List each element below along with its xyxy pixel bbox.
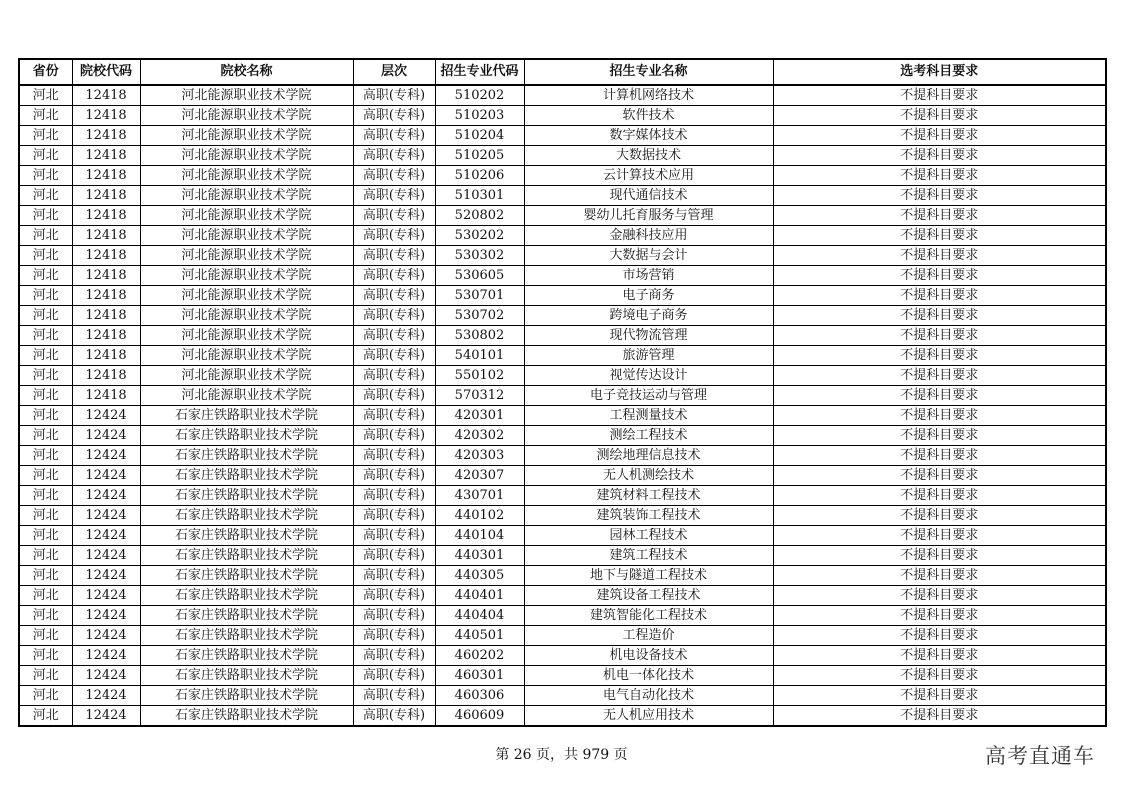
table-row	[19, 226, 1106, 246]
cell-school-name: 石家庄铁路职业技术学院	[140, 486, 353, 506]
table-row	[19, 466, 1106, 486]
cell-subject-requirement: 不提科目要求	[773, 146, 1106, 166]
cell-major-name: 金融科技应用	[524, 226, 773, 246]
cell-school-name: 石家庄铁路职业技术学院	[140, 686, 353, 706]
cell-school-code: 12424	[72, 606, 140, 626]
cell-school-code: 12424	[72, 646, 140, 666]
cell-province: 河北	[19, 526, 72, 546]
cell-subject-requirement: 不提科目要求	[773, 666, 1106, 686]
cell-school-name: 河北能源职业技术学院	[140, 346, 353, 366]
cell-school-code: 12424	[72, 486, 140, 506]
table-row	[19, 666, 1106, 686]
cell-school-code: 12424	[72, 586, 140, 606]
cell-school-code: 12424	[72, 466, 140, 486]
cell-province: 河北	[19, 446, 72, 466]
cell-school-code: 12418	[72, 126, 140, 146]
cell-level: 高职(专科)	[353, 106, 435, 126]
cell-major-name: 婴幼儿托育服务与管理	[524, 206, 773, 226]
cell-province: 河北	[19, 286, 72, 306]
cell-school-name: 河北能源职业技术学院	[140, 246, 353, 266]
column-header-school-name: 院校名称	[140, 59, 353, 85]
cell-major-name: 大数据技术	[524, 146, 773, 166]
table-row	[19, 366, 1106, 386]
cell-province: 河北	[19, 666, 72, 686]
cell-province: 河北	[19, 106, 72, 126]
cell-subject-requirement: 不提科目要求	[773, 266, 1106, 286]
table-row	[19, 586, 1106, 606]
cell-major-code: 530302	[435, 246, 524, 266]
column-header-major-code: 招生专业代码	[435, 59, 524, 85]
cell-level: 高职(专科)	[353, 266, 435, 286]
cell-school-code: 12424	[72, 546, 140, 566]
cell-major-code: 440104	[435, 526, 524, 546]
cell-major-name: 软件技术	[524, 106, 773, 126]
cell-school-name: 石家庄铁路职业技术学院	[140, 626, 353, 646]
cell-major-code: 440301	[435, 546, 524, 566]
table-row	[19, 166, 1106, 186]
cell-subject-requirement: 不提科目要求	[773, 646, 1106, 666]
cell-school-name: 河北能源职业技术学院	[140, 206, 353, 226]
cell-level: 高职(专科)	[353, 286, 435, 306]
table-row	[19, 85, 1106, 106]
cell-subject-requirement: 不提科目要求	[773, 606, 1106, 626]
cell-level: 高职(专科)	[353, 646, 435, 666]
cell-school-code: 12424	[72, 426, 140, 446]
cell-major-name: 机电设备技术	[524, 646, 773, 666]
cell-major-name: 大数据与会计	[524, 246, 773, 266]
cell-subject-requirement: 不提科目要求	[773, 326, 1106, 346]
cell-subject-requirement: 不提科目要求	[773, 706, 1106, 727]
cell-major-name: 无人机测绘技术	[524, 466, 773, 486]
cell-school-name: 河北能源职业技术学院	[140, 366, 353, 386]
admission-requirements-table	[18, 58, 1107, 727]
cell-province: 河北	[19, 266, 72, 286]
cell-major-name: 视觉传达设计	[524, 366, 773, 386]
cell-major-code: 550102	[435, 366, 524, 386]
cell-school-code: 12424	[72, 446, 140, 466]
cell-major-code: 420307	[435, 466, 524, 486]
table-row	[19, 246, 1106, 266]
cell-province: 河北	[19, 406, 72, 426]
cell-major-code: 530202	[435, 226, 524, 246]
table-header-row	[19, 59, 1106, 85]
cell-province: 河北	[19, 166, 72, 186]
cell-level: 高职(专科)	[353, 566, 435, 586]
cell-level: 高职(专科)	[353, 166, 435, 186]
cell-province: 河北	[19, 566, 72, 586]
cell-school-code: 12418	[72, 266, 140, 286]
cell-major-code: 510206	[435, 166, 524, 186]
cell-school-name: 河北能源职业技术学院	[140, 146, 353, 166]
cell-province: 河北	[19, 606, 72, 626]
page-number: 第 26 页，共 979 页	[495, 747, 628, 763]
cell-level: 高职(专科)	[353, 85, 435, 106]
cell-school-name: 河北能源职业技术学院	[140, 326, 353, 346]
table-body	[19, 85, 1106, 726]
cell-school-name: 石家庄铁路职业技术学院	[140, 646, 353, 666]
cell-subject-requirement: 不提科目要求	[773, 306, 1106, 326]
cell-school-name: 石家庄铁路职业技术学院	[140, 406, 353, 426]
cell-major-name: 现代通信技术	[524, 186, 773, 206]
cell-subject-requirement: 不提科目要求	[773, 186, 1106, 206]
cell-major-name: 工程造价	[524, 626, 773, 646]
cell-major-code: 460609	[435, 706, 524, 727]
cell-school-code: 12418	[72, 386, 140, 406]
cell-major-code: 440305	[435, 566, 524, 586]
cell-province: 河北	[19, 326, 72, 346]
table-row	[19, 646, 1106, 666]
cell-major-code: 440404	[435, 606, 524, 626]
cell-major-name: 跨境电子商务	[524, 306, 773, 326]
cell-school-code: 12418	[72, 366, 140, 386]
cell-school-code: 12424	[72, 686, 140, 706]
cell-level: 高职(专科)	[353, 486, 435, 506]
table-row	[19, 486, 1106, 506]
table-row	[19, 146, 1106, 166]
column-header-province: 省份	[19, 59, 72, 85]
cell-province: 河北	[19, 466, 72, 486]
table-row	[19, 346, 1106, 366]
table-row	[19, 626, 1106, 646]
cell-major-code: 510204	[435, 126, 524, 146]
cell-school-name: 石家庄铁路职业技术学院	[140, 466, 353, 486]
cell-province: 河北	[19, 706, 72, 727]
cell-level: 高职(专科)	[353, 326, 435, 346]
table-row	[19, 106, 1106, 126]
cell-school-code: 12424	[72, 666, 140, 686]
cell-level: 高职(专科)	[353, 666, 435, 686]
cell-subject-requirement: 不提科目要求	[773, 486, 1106, 506]
cell-major-name: 建筑设备工程技术	[524, 586, 773, 606]
watermark-logo-text: 高考直通车	[985, 744, 1095, 768]
cell-level: 高职(专科)	[353, 246, 435, 266]
cell-major-code: 420301	[435, 406, 524, 426]
cell-level: 高职(专科)	[353, 686, 435, 706]
cell-major-name: 电气自动化技术	[524, 686, 773, 706]
cell-level: 高职(专科)	[353, 206, 435, 226]
cell-major-name: 市场营销	[524, 266, 773, 286]
cell-major-code: 530702	[435, 306, 524, 326]
cell-level: 高职(专科)	[353, 406, 435, 426]
cell-level: 高职(专科)	[353, 226, 435, 246]
cell-subject-requirement: 不提科目要求	[773, 166, 1106, 186]
cell-level: 高职(专科)	[353, 626, 435, 646]
table-row	[19, 526, 1106, 546]
cell-major-code: 540101	[435, 346, 524, 366]
cell-school-code: 12418	[72, 326, 140, 346]
cell-province: 河北	[19, 186, 72, 206]
cell-major-code: 460306	[435, 686, 524, 706]
cell-level: 高职(专科)	[353, 426, 435, 446]
cell-level: 高职(专科)	[353, 706, 435, 727]
cell-major-name: 地下与隧道工程技术	[524, 566, 773, 586]
cell-province: 河北	[19, 126, 72, 146]
cell-school-code: 12424	[72, 406, 140, 426]
cell-major-name: 数字媒体技术	[524, 126, 773, 146]
cell-school-name: 石家庄铁路职业技术学院	[140, 546, 353, 566]
table-row	[19, 186, 1106, 206]
cell-school-name: 石家庄铁路职业技术学院	[140, 566, 353, 586]
cell-school-name: 河北能源职业技术学院	[140, 286, 353, 306]
cell-school-name: 河北能源职业技术学院	[140, 266, 353, 286]
cell-level: 高职(专科)	[353, 586, 435, 606]
cell-subject-requirement: 不提科目要求	[773, 526, 1106, 546]
cell-school-code: 12424	[72, 506, 140, 526]
cell-school-name: 石家庄铁路职业技术学院	[140, 426, 353, 446]
cell-subject-requirement: 不提科目要求	[773, 446, 1106, 466]
cell-level: 高职(专科)	[353, 446, 435, 466]
cell-major-name: 无人机应用技术	[524, 706, 773, 727]
cell-level: 高职(专科)	[353, 126, 435, 146]
cell-province: 河北	[19, 366, 72, 386]
cell-subject-requirement: 不提科目要求	[773, 346, 1106, 366]
cell-major-code: 570312	[435, 386, 524, 406]
cell-school-name: 河北能源职业技术学院	[140, 386, 353, 406]
cell-level: 高职(专科)	[353, 546, 435, 566]
table-row	[19, 546, 1106, 566]
cell-subject-requirement: 不提科目要求	[773, 106, 1106, 126]
cell-major-name: 建筑材料工程技术	[524, 486, 773, 506]
cell-major-code: 510203	[435, 106, 524, 126]
cell-school-name: 石家庄铁路职业技术学院	[140, 506, 353, 526]
cell-province: 河北	[19, 426, 72, 446]
cell-province: 河北	[19, 626, 72, 646]
cell-school-name: 石家庄铁路职业技术学院	[140, 586, 353, 606]
cell-province: 河北	[19, 246, 72, 266]
table-row	[19, 206, 1106, 226]
cell-major-name: 测绘工程技术	[524, 426, 773, 446]
cell-province: 河北	[19, 85, 72, 106]
cell-school-name: 石家庄铁路职业技术学院	[140, 446, 353, 466]
cell-school-code: 12418	[72, 166, 140, 186]
cell-major-name: 电子商务	[524, 286, 773, 306]
cell-major-code: 530802	[435, 326, 524, 346]
cell-major-code: 510205	[435, 146, 524, 166]
table-row	[19, 286, 1106, 306]
cell-major-code: 460301	[435, 666, 524, 686]
table-row	[19, 126, 1106, 146]
cell-subject-requirement: 不提科目要求	[773, 206, 1106, 226]
cell-school-name: 河北能源职业技术学院	[140, 106, 353, 126]
cell-school-code: 12418	[72, 226, 140, 246]
cell-subject-requirement: 不提科目要求	[773, 506, 1106, 526]
cell-major-name: 云计算技术应用	[524, 166, 773, 186]
table-row	[19, 686, 1106, 706]
cell-province: 河北	[19, 306, 72, 326]
cell-major-code: 440102	[435, 506, 524, 526]
cell-school-code: 12418	[72, 146, 140, 166]
cell-school-name: 河北能源职业技术学院	[140, 126, 353, 146]
cell-major-name: 测绘地理信息技术	[524, 446, 773, 466]
cell-subject-requirement: 不提科目要求	[773, 626, 1106, 646]
cell-major-code: 460202	[435, 646, 524, 666]
cell-level: 高职(专科)	[353, 346, 435, 366]
cell-major-name: 建筑装饰工程技术	[524, 506, 773, 526]
cell-school-code: 12424	[72, 566, 140, 586]
cell-major-name: 现代物流管理	[524, 326, 773, 346]
cell-school-code: 12418	[72, 206, 140, 226]
table-row	[19, 426, 1106, 446]
cell-school-code: 12424	[72, 626, 140, 646]
cell-level: 高职(专科)	[353, 606, 435, 626]
cell-major-name: 建筑智能化工程技术	[524, 606, 773, 626]
cell-school-name: 石家庄铁路职业技术学院	[140, 606, 353, 626]
cell-level: 高职(专科)	[353, 146, 435, 166]
cell-level: 高职(专科)	[353, 526, 435, 546]
column-header-major-name: 招生专业名称	[524, 59, 773, 85]
cell-major-name: 机电一体化技术	[524, 666, 773, 686]
table-row	[19, 566, 1106, 586]
cell-major-code: 520802	[435, 206, 524, 226]
cell-major-name: 建筑工程技术	[524, 546, 773, 566]
cell-province: 河北	[19, 386, 72, 406]
cell-province: 河北	[19, 226, 72, 246]
cell-school-code: 12424	[72, 526, 140, 546]
column-header-subject-requirement: 选考科目要求	[773, 59, 1106, 85]
cell-major-name: 计算机网络技术	[524, 85, 773, 106]
cell-school-name: 河北能源职业技术学院	[140, 226, 353, 246]
cell-subject-requirement: 不提科目要求	[773, 406, 1106, 426]
cell-school-code: 12418	[72, 286, 140, 306]
cell-major-name: 电子竞技运动与管理	[524, 386, 773, 406]
cell-school-code: 12418	[72, 106, 140, 126]
cell-subject-requirement: 不提科目要求	[773, 85, 1106, 106]
cell-major-name: 园林工程技术	[524, 526, 773, 546]
table-row	[19, 706, 1106, 727]
cell-major-code: 420303	[435, 446, 524, 466]
cell-major-code: 440501	[435, 626, 524, 646]
cell-subject-requirement: 不提科目要求	[773, 366, 1106, 386]
cell-level: 高职(专科)	[353, 366, 435, 386]
column-header-level: 层次	[353, 59, 435, 85]
cell-school-name: 河北能源职业技术学院	[140, 166, 353, 186]
cell-province: 河北	[19, 206, 72, 226]
cell-subject-requirement: 不提科目要求	[773, 386, 1106, 406]
cell-major-code: 420302	[435, 426, 524, 446]
cell-subject-requirement: 不提科目要求	[773, 586, 1106, 606]
cell-subject-requirement: 不提科目要求	[773, 426, 1106, 446]
table-row	[19, 266, 1106, 286]
cell-level: 高职(专科)	[353, 386, 435, 406]
cell-major-name: 旅游管理	[524, 346, 773, 366]
cell-major-name: 工程测量技术	[524, 406, 773, 426]
cell-subject-requirement: 不提科目要求	[773, 686, 1106, 706]
cell-province: 河北	[19, 686, 72, 706]
cell-school-name: 河北能源职业技术学院	[140, 85, 353, 106]
table-row	[19, 326, 1106, 346]
cell-school-code: 12418	[72, 186, 140, 206]
cell-school-code: 12418	[72, 246, 140, 266]
cell-province: 河北	[19, 586, 72, 606]
cell-subject-requirement: 不提科目要求	[773, 466, 1106, 486]
cell-major-code: 430701	[435, 486, 524, 506]
cell-province: 河北	[19, 146, 72, 166]
cell-province: 河北	[19, 486, 72, 506]
column-header-school-code: 院校代码	[72, 59, 140, 85]
cell-school-name: 石家庄铁路职业技术学院	[140, 526, 353, 546]
cell-level: 高职(专科)	[353, 466, 435, 486]
cell-level: 高职(专科)	[353, 506, 435, 526]
table-row	[19, 606, 1106, 626]
cell-subject-requirement: 不提科目要求	[773, 246, 1106, 266]
cell-major-code: 510301	[435, 186, 524, 206]
table-row	[19, 386, 1106, 406]
cell-subject-requirement: 不提科目要求	[773, 566, 1106, 586]
cell-school-name: 石家庄铁路职业技术学院	[140, 706, 353, 727]
cell-province: 河北	[19, 646, 72, 666]
cell-subject-requirement: 不提科目要求	[773, 546, 1106, 566]
cell-school-code: 12418	[72, 346, 140, 366]
cell-level: 高职(专科)	[353, 306, 435, 326]
cell-major-code: 440401	[435, 586, 524, 606]
cell-major-code: 530701	[435, 286, 524, 306]
cell-province: 河北	[19, 546, 72, 566]
cell-level: 高职(专科)	[353, 186, 435, 206]
cell-province: 河北	[19, 506, 72, 526]
cell-school-name: 河北能源职业技术学院	[140, 186, 353, 206]
cell-school-name: 石家庄铁路职业技术学院	[140, 666, 353, 686]
cell-school-code: 12418	[72, 306, 140, 326]
cell-school-code: 12424	[72, 706, 140, 727]
cell-major-code: 510202	[435, 85, 524, 106]
cell-subject-requirement: 不提科目要求	[773, 226, 1106, 246]
table-row	[19, 446, 1106, 466]
cell-major-code: 530605	[435, 266, 524, 286]
cell-subject-requirement: 不提科目要求	[773, 126, 1106, 146]
cell-school-code: 12418	[72, 85, 140, 106]
table-row	[19, 406, 1106, 426]
cell-school-name: 河北能源职业技术学院	[140, 306, 353, 326]
table-row	[19, 306, 1106, 326]
table-row	[19, 506, 1106, 526]
cell-province: 河北	[19, 346, 72, 366]
cell-subject-requirement: 不提科目要求	[773, 286, 1106, 306]
